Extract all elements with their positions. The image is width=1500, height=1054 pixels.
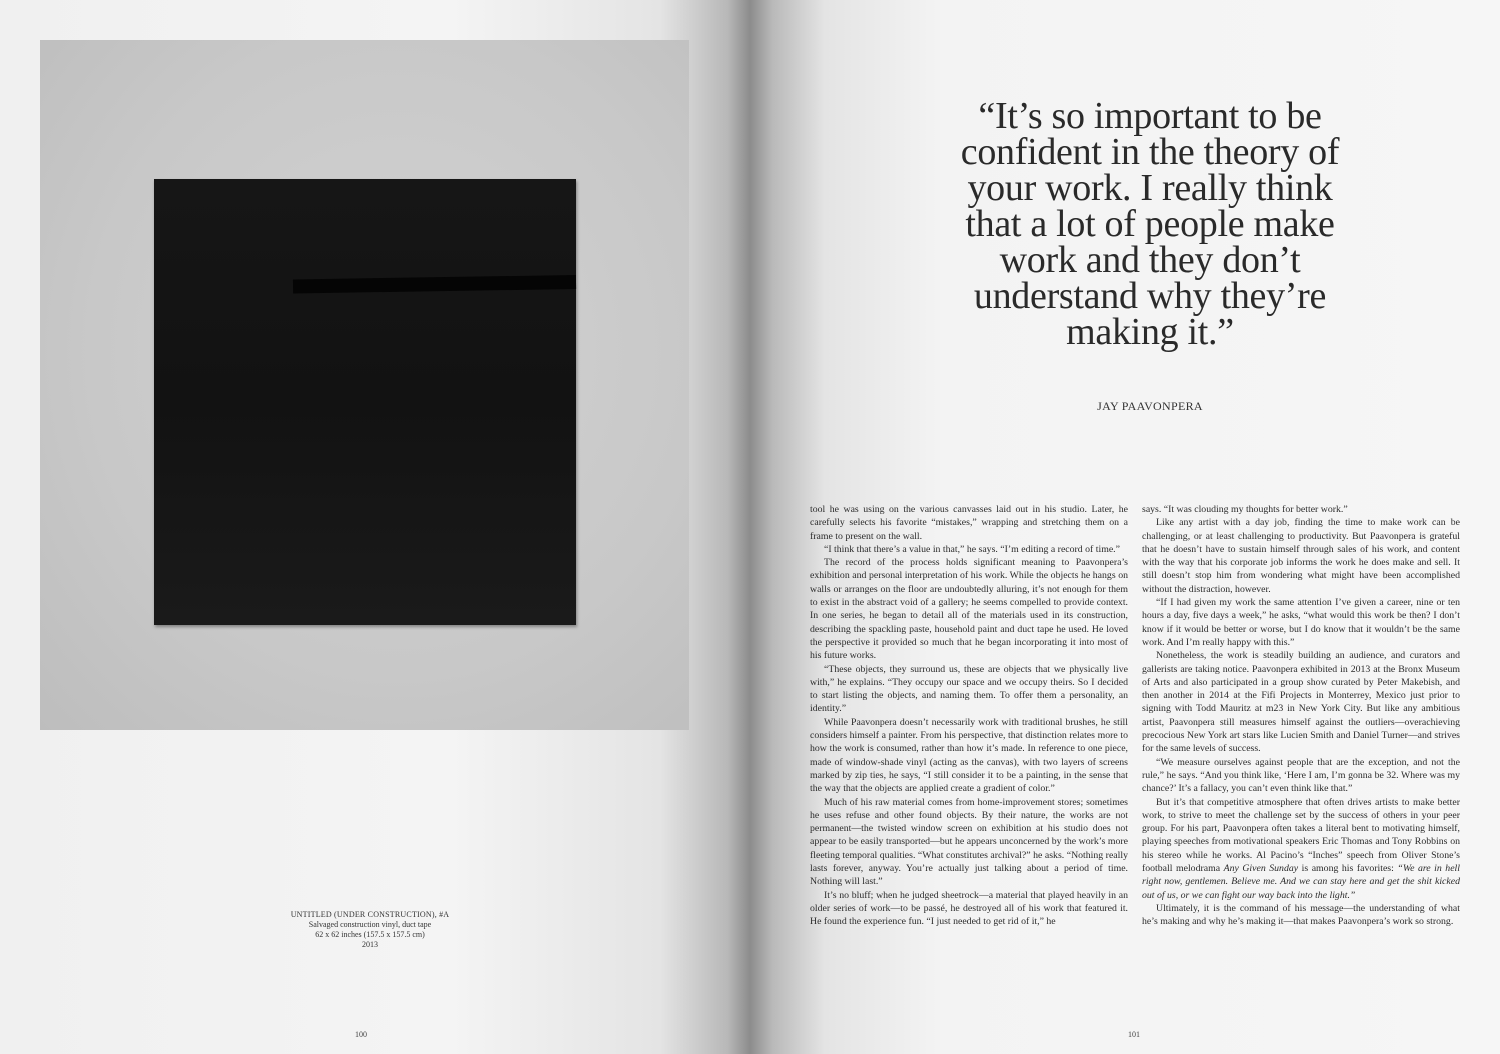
- artwork-caption: [250, 910, 490, 950]
- black-painting: [154, 179, 576, 625]
- page-number-left: 100: [355, 1030, 367, 1039]
- paragraph: says. “It was clouding my thoughts for better work.”: [1142, 504, 1348, 515]
- paragraph: The record of the process holds significant meaning to Paavonpera’s exhibition and personal interpretation of his work. While the objects he hangs on walls or arranges on the floor are undoubtedly alluring, it’s not enough for them to exist in the abstract void of a gallery; he seems compelled to provide context. In one series, he began to detail all of the materials used in its construction, describing the spackling paste, household paint and duct tape he used. He loved the perspective it provided so much that he began incorporating it into most of his future works.: [810, 557, 1128, 662]
- paragraph: [1142, 796, 1460, 902]
- caption-title: UNTITLED (UNDER CONSTRUCTION), #A: [290, 910, 450, 919]
- body-column-2: [1142, 503, 1460, 929]
- paragraph: “These objects, they surround us, these are objects that we physically live with,” he explains. “They occupy our space and we occupy theirs. So I decided to start listing the objects, and naming them. To offer them a personality, an identity.”: [810, 663, 1128, 715]
- paragraph: While Paavonpera doesn’t necessarily work with traditional brushes, he still considers himself a painter. From his perspective, that distinction relates more to how the work is consumed, rather than how it’s made. In reference to one piece, made of window-shade vinyl (acting as the canvas), with two layers of screens marked by zip ties, he says, “I still consider it to be a painting, in the sense that the way that the objects are applied create a gradient of color.”: [810, 716, 1128, 795]
- paragraph: Much of his raw material comes from home-improvement stores; sometimes he uses refuse and other found objects. By their nature, the works are not permanent—the twisted window screen on exhibition at his studio does not appear to be easily transported—but he appears unconcerned by the work’s more fleeting temporal qualities. “What constitutes archival?” he asks. “Nothing really lasts forever, anyway. You’re actually just talking about a period of time. Nothing will last.”: [810, 796, 1128, 888]
- artwork-photograph: [40, 40, 689, 730]
- caption-materials: Salvaged construction vinyl, duct tape: [308, 920, 432, 929]
- caption-dimensions: 62 x 62 inches (157.5 x 157.5 cm): [315, 930, 425, 939]
- duct-tape-strip: [293, 275, 576, 293]
- paragraph: “We measure ourselves against people that are the exception, and not the rule,” he says. “And you think like, ‘Here I am, I’m gonna be 32. Where was my chance?’ It’s a fallacy, you can’t even think like that.”: [1142, 756, 1460, 795]
- paragraph: Like any artist with a day job, finding the time to make work can be challenging, or at least challenging to productivity. But Paavonpera is grateful that he doesn’t have to sustain himself through sales of his work, and content with the way that his corporate job informs the work he does make and sell. It still doesn’t stop him from wondering what might have been accomplished without the distraction, however.: [1142, 517, 1460, 595]
- quote-attribution: JAY PAAVONPERA: [1097, 399, 1203, 413]
- film-title: Any Given Sunday: [1223, 863, 1299, 875]
- paragraph: Nonetheless, the work is steadily building an audience, and curators and gallerists are taking notice. Paavonpera exhibited in 2013 at the Bronx Museum of Arts and also participated in a group show curated by Peter Makebish, and then another in 2014 at the Fifi Projects in Monterrey, Mexico just prior to signing with Todd Mauritz at m23 in New York City. But like any ambitious artist, Paavonpera still measures himself against the outliers—overachieving precocious New York art stars like Lucien Smith and Daniel Turner—and strives for the same levels of success.: [1142, 650, 1460, 755]
- body-column-1: [810, 503, 1128, 929]
- film-quote: “We are in hell right now, gentlemen. Believe me. And we can stay here and get the shit kicked out of us, or we can fight our way back into the light.”: [1142, 863, 1461, 901]
- pull-quote: “It’s so important to be confident in the theory of your work. I really think that a lot of people make work and they don’t understand why they’re making it.”: [960, 95, 1340, 353]
- right-page: [750, 0, 1500, 1054]
- paragraph: It’s no bluff; when he judged sheetrock—a material that played heavily in an older series of work—to be passé, he destroyed all of his work that featured it. He found the experience fun. “I just needed to get rid of it,” he: [810, 889, 1128, 928]
- paragraph: Ultimately, it is the command of his message—the understanding of what he’s making and why he’s making it—that makes Paavonpera’s work so strong.: [1142, 902, 1460, 928]
- paragraph: tool he was using on the various canvasses laid out in his studio. Later, he carefully selects his favorite “mistakes,” wrapping and stretching them on a frame to present on the wall.: [810, 504, 1128, 542]
- page-number-right: 101: [1128, 1030, 1140, 1039]
- paragraph: “If I had given my work the same attention I’ve given a career, nine or ten hours a day, five days a week,” he asks, “what would this work be then? I don’t know if it would be better or worse, but I do know that it wouldn’t be the same work. And I’m really happy with this.”: [1142, 597, 1460, 648]
- caption-year: 2013: [362, 940, 378, 949]
- paragraph-text: But it’s that competitive atmosphere that often drives artists to make better work, to strive to meet the challenge set by the success of others in your peer group. For his part, Paavonpera often takes a literal bent to motivating himself, playing speeches from motivational speakers Eric Thomas and Tony Robbins on his stereo while he works. Al Pacino’s “Inches” speech from Oliver Stone’s football melodrama: [1142, 796, 1460, 875]
- paragraph-text: is among his favorites:: [1301, 863, 1394, 875]
- paragraph: “I think that there’s a value in that,” he says. “I’m editing a record of time.”: [824, 543, 1120, 555]
